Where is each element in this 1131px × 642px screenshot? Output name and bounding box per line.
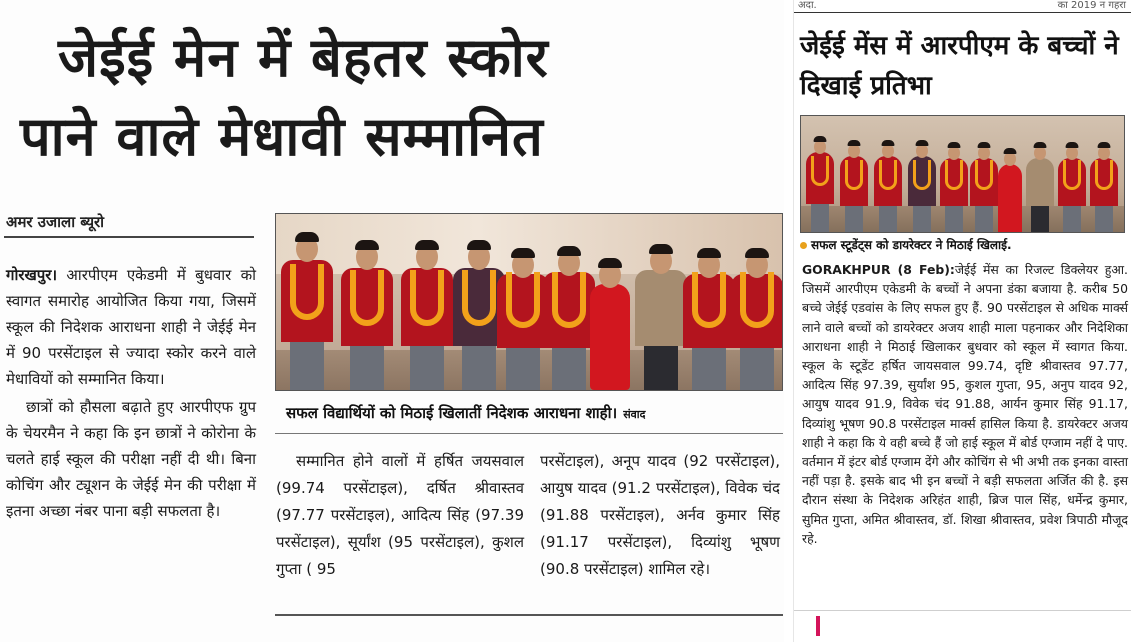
- photo-caption-text: सफल विद्यार्थियों को मिठाई खिलातीं निदेशक आराधना शाही।: [286, 404, 618, 422]
- photo-person: [684, 242, 734, 390]
- left-headline-line1: जेईई मेन में बेहतर स्कोर: [58, 25, 549, 89]
- right-news-clipping: [793, 0, 1131, 642]
- photo-caption: [286, 403, 645, 423]
- photo-person: [732, 244, 782, 390]
- event-photo-small: [800, 115, 1125, 233]
- top-strip-left-text: अदा.: [798, 0, 817, 11]
- photo-person: [544, 238, 594, 390]
- right-dateline: GORAKHPUR (8 Feb):: [802, 262, 955, 277]
- photo-credit: संवाद: [623, 408, 646, 421]
- left-article-column-2: सम्मानित होने वालों में हर्षित जयसवाल (99.74 परसेंटाइल), दर्षित श्रीवास्तव (97.77 परसेंटाइल), आदित्य सिंह (97.39 परसेंटाइल), सूर्यांश (95 परसेंटाइल), कुशल गुप्ता ( 95: [276, 452, 524, 578]
- photo-person: [342, 230, 392, 390]
- photo-person: [402, 232, 452, 390]
- right-bottom-divider: [794, 610, 1131, 611]
- byline: अमर उजाला ब्यूरो: [6, 213, 105, 231]
- small-photo-caption: [800, 236, 1012, 253]
- photo-person: [282, 220, 332, 390]
- photo-person: [1057, 134, 1087, 232]
- photo-person: [969, 132, 999, 232]
- right-headline: जेईई मेंस में आरपीएम के बच्चों ने दिखाई प्रतिभा: [800, 31, 1119, 101]
- photo-person: [997, 140, 1023, 232]
- left-article-column-3: परसेंटाइल), अनूप यादव (92 परसेंटाइल), आयुष यादव (91.2 परसेंटाइल), विवेक चंद (91.88 परसेंटाइल), अर्नव कुमार सिंह (91.17 परसेंटाइल), दिव्यांशु भूषण (90.8 परसेंटाइल) शामिल रहे।: [540, 452, 780, 578]
- byline-divider: [4, 236, 254, 238]
- photo-person: [1025, 132, 1055, 232]
- photo-person: [588, 250, 632, 390]
- caption-divider: [275, 433, 783, 434]
- photo-person: [498, 240, 548, 390]
- photo-person: [636, 240, 686, 390]
- photo-person: [1089, 134, 1119, 232]
- dateline: गोरखपुर।: [6, 266, 58, 284]
- right-article-body: [802, 260, 1128, 548]
- top-divider: [794, 12, 1131, 13]
- left-article-column-1: [6, 262, 256, 526]
- small-photo-caption-text: सफल स्टूडेंट्स को डायरेक्टर ने मिठाई खिलाई.: [811, 238, 1012, 252]
- right-article-text: जेईई मेंस का रिजल्ट डिक्लेयर हुआ. जिसमें आरपीएम एकेडमी के बच्चों ने अपना डंका बजाया है. करीब 50 बच्चे जेईई एडवांस के लिए सफल हुए हैं. 90 परसेंटाइल से अधिक मार्क्स लाने वाले बच्चों को डायरेक्टर अजय शाही माला पहनाकर और निदेशिका आराधना शाही ने मिठाई खिलाकर बुधवार को स्कूल में स्वागत किया. स्कूल के स्टूडेंट हर्षित जायसवाल 99.74, दृष्टि श्रीवास्तव 97.77, आदित्य सिंह 97.39, सुर्यांश 95, कुशल गुप्ता, 95, अनुप यादव 92, आयुष यादव 91.9, विवेक चंद 91.88, आर्यन कुमार सिंह 91.17, दिव्यांशु भूषण 90.8 परसेंटाइल मार्क्स हासिल किया है. डायरेक्टर अजय शाही ने कहा कि ये वही बच्चे हैं जो हाई स्कूल में बोर्ड एग्जाम नहीं दे पाए. वर्तमान में इंटर बोर्ड एग्जाम देंगे और कोचिंग से भी अभी तक इनका वास्ता नहीं पड़ा है. इसके बाद भी इन बच्चों ने बड़ी सफलता अर्जित की है. इस दौरान संस्था के निदेशक अरिहंत शाही, ब्रिज पाल सिंह, धर्मेन्द्र कुमार, सुमित गुप्ता, अमित श्रीवास्तव, डॉ. शिखा श्रीवास्तव, प्रवेश त्रिपाठी मौजूद रहे.: [802, 262, 1128, 546]
- photo-person: [873, 128, 903, 232]
- photo-person: [805, 122, 835, 232]
- top-strip-right-text: का 2019 न गहरा: [1057, 0, 1126, 11]
- event-photo: [275, 213, 783, 391]
- left-para-2: छात्रों को हौसला बढ़ाते हुए आरपीएफ ग्रुप के चेयरमैन ने कहा कि इन छात्रों ने कोरोना के चलते हाई स्कूल की परीक्षा नहीं दी थी। बिना कोचिंग और ट्यूशन के जेईई मेन की परीक्षा में इतना अच्छा नंबर पाना बड़ी सफलता है।: [6, 398, 256, 520]
- photo-person: [939, 132, 969, 232]
- left-headline: [20, 18, 770, 176]
- left-para-1: [6, 262, 256, 392]
- photo-person: [907, 128, 937, 232]
- left-headline-line2: पाने वाले मेधावी सम्मानित: [20, 104, 544, 168]
- cut-off-marker: [816, 616, 820, 636]
- left-para-1-text: आरपीएम एकेडमी में बुधवार को स्वागत समारोह आयोजित किया गया, जिसमें स्कूल की निदेशक आराधना शाही ने जेईई मेन में 90 परसेंटाइल से ज्यादा स्कोर करने वाले मेधावियों को सम्मानित किया।: [6, 266, 256, 388]
- bottom-divider: [275, 614, 783, 616]
- photo-person: [839, 128, 869, 232]
- cut-off-header-strip: [794, 0, 1131, 12]
- caption-bullet-icon: [800, 242, 807, 249]
